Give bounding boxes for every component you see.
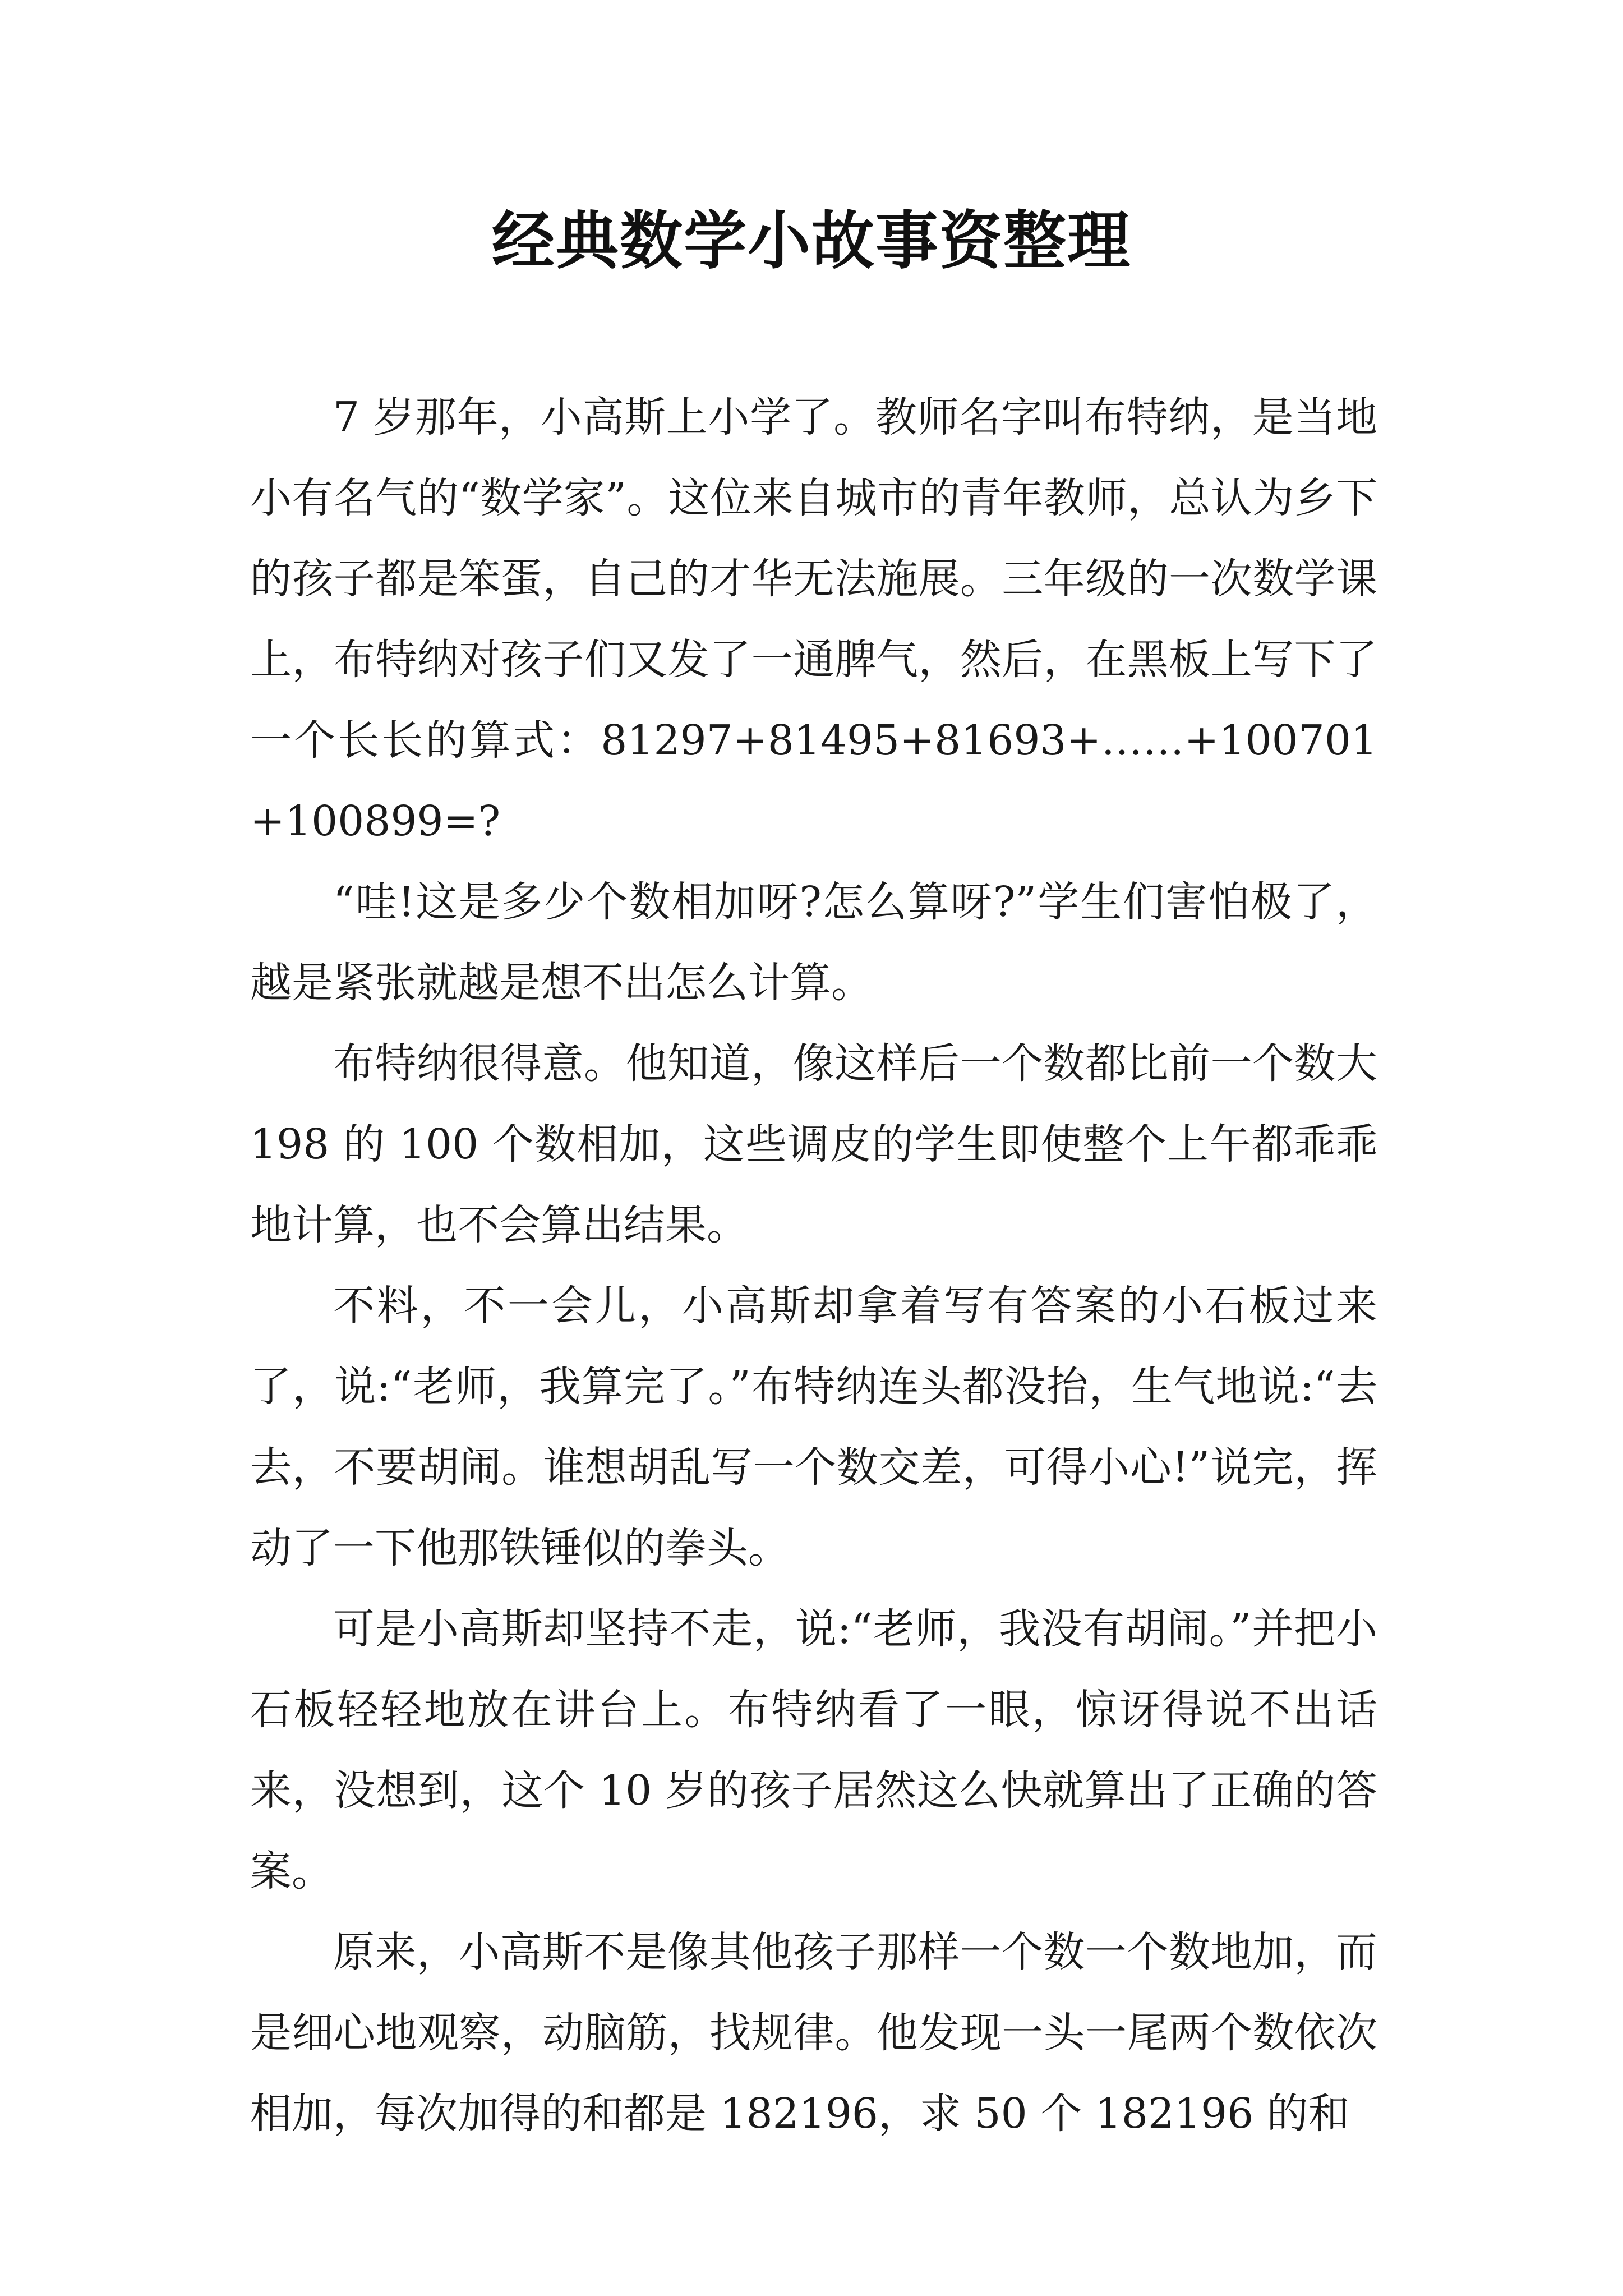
paragraph: 7 岁那年，小高斯上小学了。教师名字叫布特纳，是当地小有名气的“数学家”。这位来自城市的青年教师，总认为乡下的孩子都是笨蛋，自己的才华无法施展。三年级的一次数学课上，布特纳对孩子们又发了一通脾气，然后，在黑板上写下了一个长长的算式：81297+81495+81693+……+100701+100899=? (250, 393, 1377, 845)
paragraph: “哇!这是多少个数相加呀?怎么算呀?”学生们害怕极了，越是紧张就越是想不出怎么计算。 (250, 878, 1377, 1007)
article-body (250, 377, 1377, 2154)
paragraph: 原来，小高斯不是像其他孩子那样一个数一个数地加，而是细心地观察，动脑筋，找规律。他发现一头一尾两个数依次相加，每次加得的和都是 182196，求 50 个 182196 的和 (250, 1928, 1377, 2138)
paragraph: 布特纳很得意。他知道，像这样后一个数都比前一个数大 198 的 100 个数相加，这些调皮的学生即使整个上午都乖乖地计算，也不会算出结果。 (250, 1039, 1377, 1249)
paragraph: 可是小高斯却坚持不走，说:“老师，我没有胡闹。”并把小石板轻轻地放在讲台上。布特纳看了一眼，惊讶得说不出话来，没想到，这个 10 岁的孩子居然这么快就算出了正确的答案。 (250, 1605, 1377, 1895)
paragraph: 不料，不一会儿，小高斯却拿着写有答案的小石板过来了，说:“老师，我算完了。”布特纳连头都没抬，生气地说:“去去，不要胡闹。谁想胡乱写一个数交差，可得小心!”说完，挥动了一下他那铁锤似的拳头。 (250, 1282, 1377, 1572)
page-title: 经典数学小故事资整理 (492, 204, 1131, 278)
